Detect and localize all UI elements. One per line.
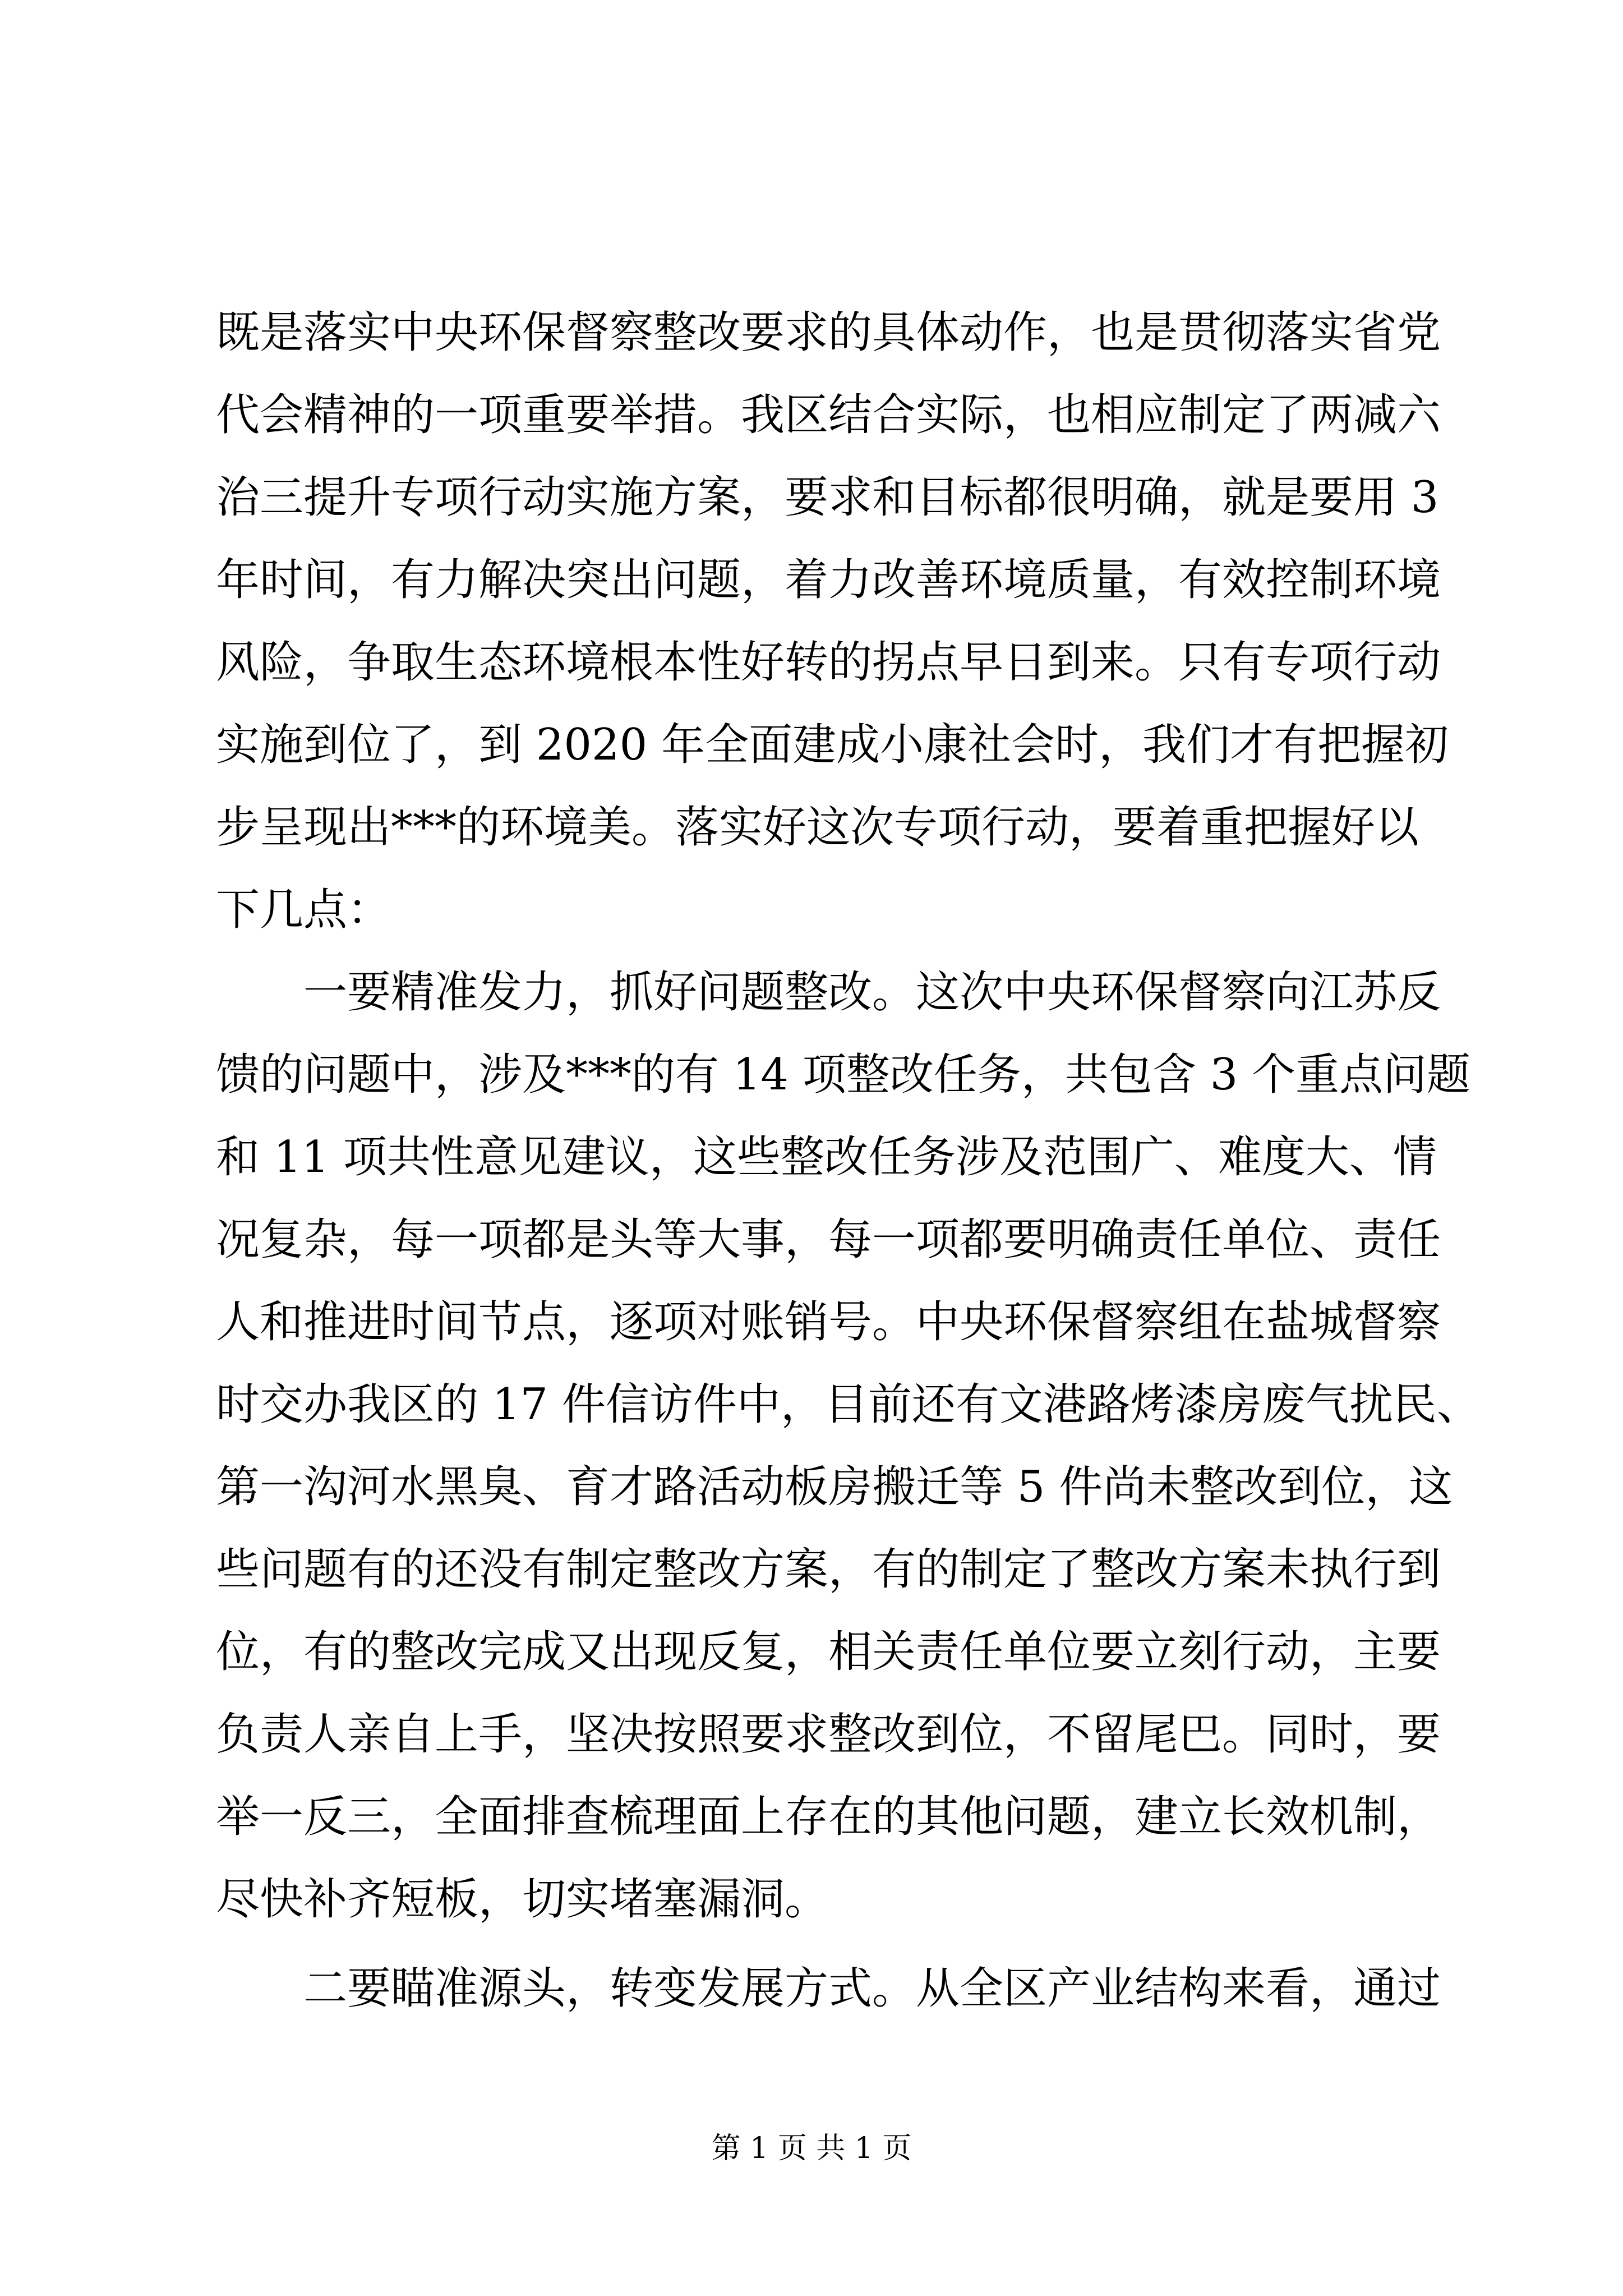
text-line: 第一沟河水黑臭、育才路活动板房搬迁等 5 件尚未整改到位，这 [216,1462,1453,1512]
text-line: 些问题有的还没有制定整改方案，有的制定了整改方案未执行到 [216,1544,1441,1595]
text-line: 年时间，有力解决突出问题，着力改善环境质量，有效控制环境 [216,555,1441,605]
text-line: 位，有的整改完成又出现反复，相关责任单位要立刻行动，主要 [216,1627,1441,1677]
text-line: 人和推进时间节点，逐项对账销号。中央环保督察组在盐城督察 [216,1297,1441,1347]
text-line: 下几点： [216,885,391,935]
text-line: 负责人亲自上手，坚决按照要求整改到位，不留尾巴。同时，要 [216,1709,1441,1760]
text-line: 实施到位了，到 2020 年全面建成小康社会时，我们才有把握初 [216,720,1449,770]
text-line: 既是落实中央环保督察整改要求的具体动作，也是贯彻落实省党 [216,307,1441,358]
page-footer: 第 1 页 共 1 页 [711,2132,912,2165]
text-line: 馈的问题中，涉及***的有 14 项整改任务，共包含 3 个重点问题 [216,1050,1471,1100]
text-line: 时交办我区的 17 件信访件中，目前还有文港路烤漆房废气扰民、 [216,1379,1481,1430]
text-line: 和 11 项共性意见建议，这些整改任务涉及范围广、难度大、情 [216,1132,1437,1182]
body-text [216,292,1481,2030]
paragraph-start-line: 二要瞄准源头，转变发展方式。从全区产业结构来看，通过 [303,1963,1441,2014]
text-line: 步呈现出***的环境美。落实好这次专项行动，要着重把握好以 [216,802,1419,853]
text-line: 代会精神的一项重要举措。我区结合实际，也相应制定了两减六 [216,390,1441,440]
text-line: 举一反三，全面排查梳理面上存在的其他问题，建立长效机制， [216,1792,1441,1842]
text-line: 风险，争取生态环境根本性好转的拐点早日到来。只有专项行动 [216,637,1441,688]
text-line: 况复杂，每一项都是头等大事，每一项都要明确责任单位、责任 [216,1214,1441,1265]
text-line: 尽快补齐短板，切实堵塞漏洞。 [216,1874,829,1925]
text-line: 治三提升专项行动实施方案，要求和目标都很明确，就是要用 3 [216,472,1439,523]
paragraph-start-line: 一要精准发力，抓好问题整改。这次中央环保督察向江苏反 [303,967,1441,1018]
